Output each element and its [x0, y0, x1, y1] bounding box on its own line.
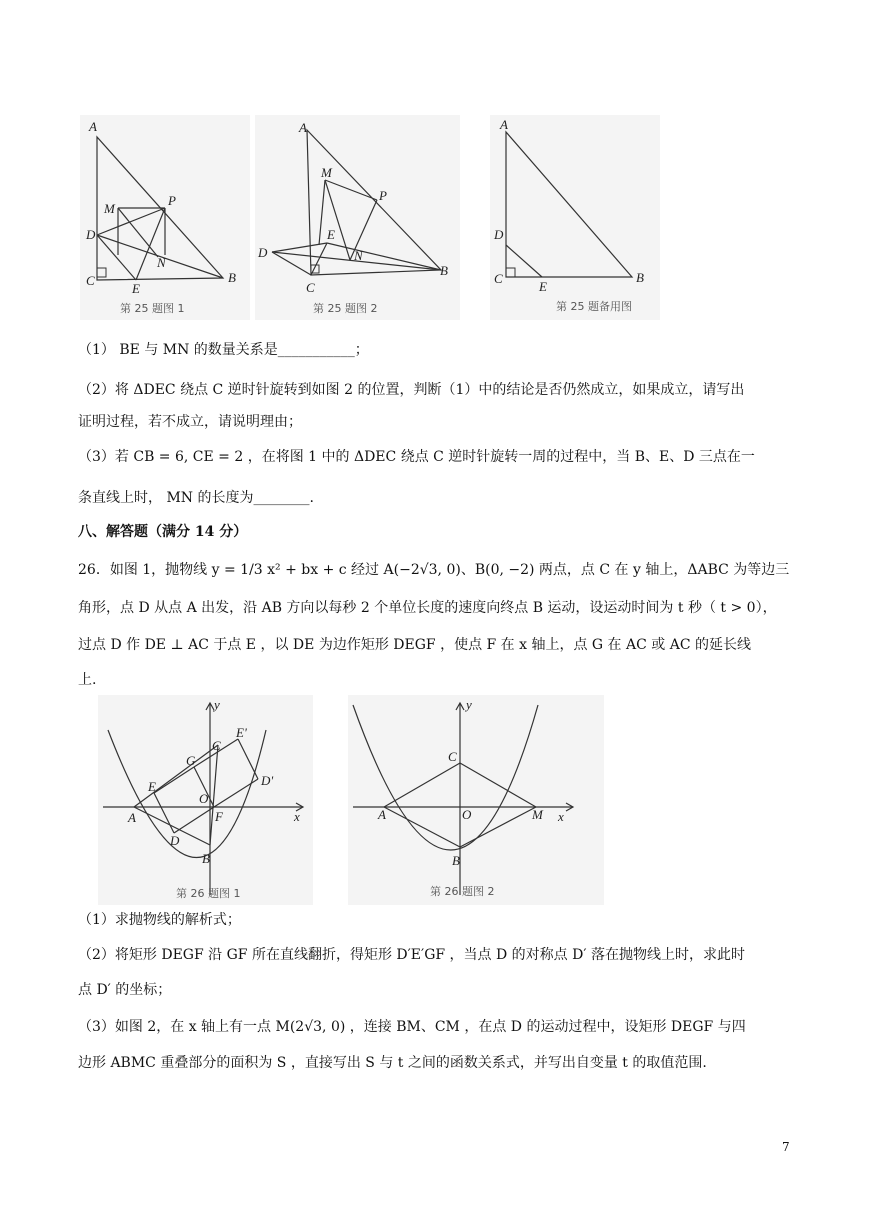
label: D — [258, 245, 268, 260]
label: x — [558, 809, 564, 824]
label: x — [294, 809, 300, 824]
label: A — [89, 119, 97, 134]
label: M — [104, 201, 115, 216]
q26-part2-cont: 点 D′ 的坐标； — [78, 982, 172, 998]
label: D — [494, 227, 504, 242]
label: B — [228, 270, 236, 285]
q25-part2: （2）将 ΔDEC 绕点 C 逆时针旋转到如图 2 的位置，判断（1）中的结论是否仍然成立，如果成立，请写出 — [78, 382, 745, 398]
q26-part3: （3）如图 2，在 x 轴上有一点 M(2√3, 0) ，连接 BM、CM ，在点 D 的运动过程中，设矩形 DEGF 与四 — [78, 1019, 746, 1035]
label: B — [202, 851, 210, 866]
figure-caption: 第 26 题图 2 — [430, 885, 495, 898]
q26-part2: （2）将矩形 DEGF 沿 GF 所在直线翻折，得矩形 D′E′GF ，当点 D 的对称点 D′ 落在抛物线上时，求此时 — [78, 947, 745, 963]
label: A — [500, 117, 508, 132]
page-number: 7 — [782, 1140, 790, 1154]
q26-line2: 角形，点 D 从点 A 出发，沿 AB 方向以每秒 2 个单位长度的速度向终点 B 运动，设运动时间为 t 秒（ t > 0）， — [78, 600, 777, 616]
label: P — [168, 193, 176, 208]
figure-caption: 第 26 题图 1 — [176, 887, 241, 900]
label: E — [148, 779, 156, 794]
label: E — [132, 281, 140, 296]
label: P — [379, 188, 387, 203]
q26-line4: 上. — [78, 672, 97, 688]
label: y — [214, 697, 220, 712]
label: F — [215, 809, 223, 824]
q25-part3-cont: 条直线上时， MN 的长度为________. — [78, 490, 314, 506]
label: O — [462, 807, 472, 822]
q26-part1: （1）求抛物线的解析式； — [78, 912, 241, 928]
q26-line3: 过点 D 作 DE ⊥ AC 于点 E ，以 DE 为边作矩形 DEGF ，使点 F 在 x 轴上，点 G 在 AC 或 AC 的延长线 — [78, 637, 752, 653]
figure-caption: 第 25 题备用图 — [556, 300, 632, 313]
label: C — [86, 273, 95, 288]
label: N — [157, 255, 166, 270]
label: C — [448, 749, 457, 764]
label: N — [354, 248, 363, 263]
label: C — [306, 280, 315, 295]
label: B — [440, 263, 448, 278]
label: B — [452, 853, 460, 868]
label: D — [170, 833, 180, 848]
q25-part1: （1） BE 与 MN 的数量关系是___________； — [78, 342, 369, 358]
section-heading: 八、解答题（满分 14 分） — [78, 524, 248, 540]
label: D' — [261, 773, 274, 788]
figure-25-1 — [80, 115, 250, 320]
figure-caption: 第 25 题图 2 — [313, 302, 378, 315]
label: C — [212, 738, 221, 753]
label: y — [466, 697, 472, 712]
figure-26-1 — [98, 695, 313, 905]
figure-25-2 — [255, 115, 460, 320]
label: B — [636, 270, 644, 285]
figure-25-spare — [490, 115, 660, 320]
label: E — [539, 279, 547, 294]
q26-part3-cont: 边形 ABMC 重叠部分的面积为 S ，直接写出 S 与 t 之间的函数关系式，并写出自变量 t 的取值范围. — [78, 1055, 707, 1071]
label: E — [327, 227, 335, 242]
label: D — [86, 227, 96, 242]
q25-part2-cont: 证明过程，若不成立，请说明理由； — [78, 414, 302, 430]
q26-line1: 26．如图 1，抛物线 y = 1/3 x² + bx + c 经过 A(−2√3, 0)、B(0, −2) 两点，点 C 在 y 轴上，ΔABC 为等边三 — [78, 562, 790, 578]
figure-26-2 — [348, 695, 604, 905]
label: A — [299, 120, 307, 135]
q25-part3: （3）若 CB = 6, CE = 2 ，在将图 1 中的 ΔDEC 绕点 C 逆时针旋转一周的过程中，当 B、E、D 三点在一 — [78, 449, 755, 465]
label: O — [199, 791, 209, 806]
label: A — [128, 810, 136, 825]
label: E' — [236, 725, 247, 740]
label: G — [186, 753, 196, 768]
figure-caption: 第 25 题图 1 — [120, 302, 185, 315]
label: C — [494, 271, 503, 286]
label: A — [378, 807, 386, 822]
label: M — [321, 165, 332, 180]
label: M — [532, 807, 543, 822]
